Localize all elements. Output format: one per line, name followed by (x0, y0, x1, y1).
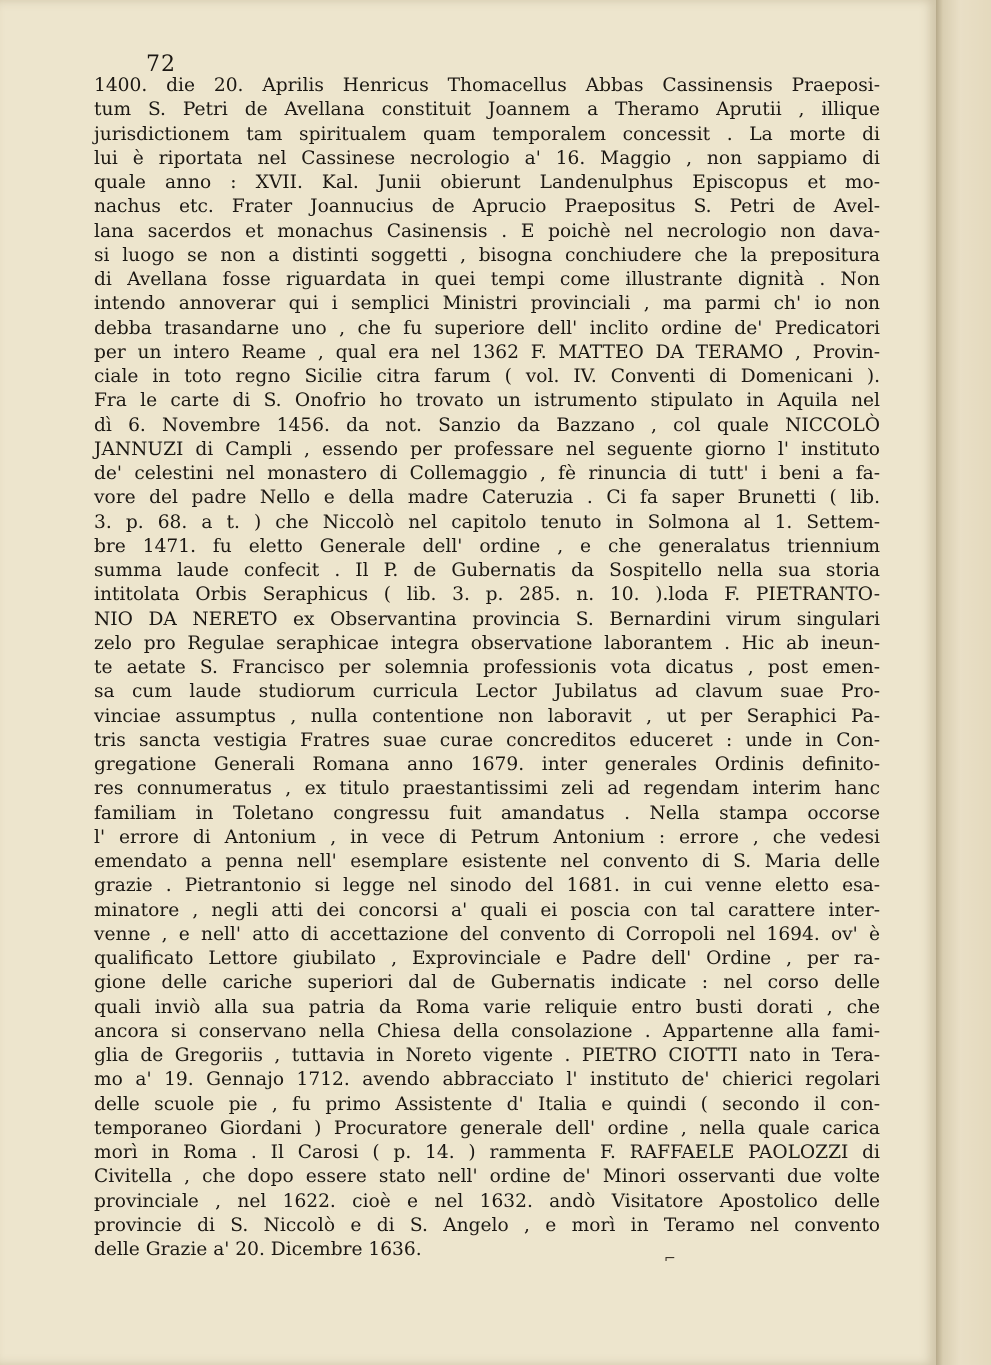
text-line: l' errore di Antonium , in vece di Petrum Antonium : errore , che vedesi (94, 826, 880, 848)
text-line: vinciae assumptus , nulla contentione non laboravit , ut per Seraphici Pa- (94, 705, 880, 727)
text-line: lui è riportata nel Cassinese necrologio a' 16. Maggio , non sappiamo di (94, 147, 880, 169)
text-line: jurisdictionem tam spiritualem quam temporalem concessit . La morte di (94, 123, 880, 145)
text-line: debba trasandarne uno , che fu superiore dell' inclito ordine de' Predicatori (94, 317, 880, 339)
text-line: intitolata Orbis Seraphicus ( lib. 3. p. 285. n. 10. ).loda F. PIETRANTO- (94, 584, 880, 606)
text-line: zelo pro Regulae seraphicae integra observatione laborantem . Hic ab ineun- (94, 632, 880, 654)
text-line: provinciale , nel 1622. cioè e nel 1632. andò Visitatore Apostolico delle (94, 1190, 880, 1212)
text-line: 3. p. 68. a t. ) che Niccolò nel capitolo tenuto in Solmona al 1. Settem- (94, 511, 880, 533)
text-line: tum S. Petri de Avellana constituit Joannem a Theramo Aprutii , illique (94, 99, 880, 121)
text-line: familiam in Toletano congressu fuit amandatus . Nella stampa occorse (94, 802, 880, 824)
text-line: summa laude confecit . Il P. de Gubernatis da Sospitello nella sua storia (94, 560, 880, 581)
text-line: mo a' 19. Gennajo 1712. avendo abbracciato l' instituto de' chierici regolari (94, 1069, 880, 1091)
text-line: bre 1471. fu eletto Generale dell' ordine , e che generalatus triennium (94, 535, 880, 557)
text-line: JANNUZI di Campli , essendo per professare nel seguente giorno l' instituto (94, 438, 880, 460)
text-line: di Avellana fosse riguardata in quei tempi come illustrante dignità . Non (94, 269, 880, 290)
text-line: emendato a penna nell' esemplare esistente nel convento di S. Maria delle (94, 851, 880, 872)
text-line: delle Grazie a' 20. Dicembre 1636. (94, 1239, 422, 1260)
text-line: Fra le carte di S. Onofrio ho trovato un istrumento stipulato in Aquila nel (94, 390, 880, 412)
text-line: intendo annoverar qui i semplici Ministri provinciali , ma parmi ch' io non (94, 293, 880, 315)
text-line: te aetate S. Francisco per solemnia professionis vota dicatus , post emen- (94, 657, 880, 678)
text-line: delle scuole pie , fu primo Assistente d' Italia e quindi ( secondo il con- (94, 1093, 880, 1115)
printer-mark: ⌐ (664, 1251, 676, 1267)
text-line: res connumeratus , ex titulo praestantissimi zeli ad regendam interim hanc (94, 778, 880, 800)
text-line: provincie di S. Niccolò e di S. Angelo , e morì in Teramo nel convento (94, 1214, 880, 1236)
text-line: lana sacerdos et monachus Casinensis . E poichè nel necrologio non dava- (94, 220, 880, 242)
text-line: ciale in toto regno Sicilie citra farum ( vol. IV. Conventi di Domenicani ). (94, 366, 880, 387)
text-line: glia de Gregoriis , tuttavia in Noreto vigente . PIETRO CIOTTI nato in Tera- (94, 1045, 880, 1066)
text-line: dì 6. Novembre 1456. da not. Sanzio da Bazzano , col quale NICCOLÒ (94, 414, 880, 436)
page-number: 72 (146, 52, 176, 77)
body-text (94, 74, 880, 1262)
text-line: gione delle cariche superiori dal de Gubernatis indicate : nel corso delle (94, 972, 880, 994)
text-line: de' celestini nel monastero di Collemaggio , fè rinuncia di tutt' i beni a fa- (94, 463, 880, 484)
text-line: temporaneo Giordani ) Procuratore generale dell' ordine , nella quale carica (94, 1117, 880, 1139)
book-spine-gutter (936, 0, 991, 1365)
text-line: tris sancta vestigia Fratres suae curae concreditos educeret : unde in Con- (94, 729, 880, 751)
text-line: per un intero Reame , qual era nel 1362 F. MATTEO DA TERAMO , Provin- (94, 341, 880, 363)
text-line: nachus etc. Frater Joannucius de Aprucio Praepositus S. Petri de Avel- (94, 196, 880, 218)
text-line: quale anno : XVII. Kal. Junii obierunt Landenulphus Episcopus et mo- (94, 172, 880, 193)
text-line: vore del padre Nello e della madre Cateruzia . Ci fa saper Brunetti ( lib. (94, 487, 880, 509)
text-line: grazie . Pietrantonio si legge nel sinodo del 1681. in cui venne eletto esa- (94, 875, 880, 897)
text-line: minatore , negli atti dei concorsi a' quali ei poscia con tal carattere inter- (94, 899, 880, 921)
text-line: si luogo se non a distinti soggetti , bisogna conchiudere che la prepositura (94, 244, 880, 266)
text-line: gregatione Generali Romana anno 1679. inter generales Ordinis definito- (94, 754, 880, 775)
text-line: NIO DA NERETO ex Observantina provincia S. Bernardini virum singulari (94, 608, 880, 630)
text-line: venne , e nell' atto di accettazione del convento di Corropoli nel 1694. ov' è (94, 923, 880, 945)
text-line: qualificato Lettore giubilato , Exprovinciale e Padre dell' Ordine , per ra- (94, 948, 880, 969)
text-line: Civitella , che dopo essere stato nell' ordine de' Minori osservanti due volte (94, 1166, 880, 1188)
text-line: sa cum laude studiorum curricula Lector Jubilatus ad clavum suae Pro- (94, 681, 880, 703)
text-line: morì in Roma . Il Carosi ( p. 14. ) rammenta F. RAFFAELE PAOLOZZI di (94, 1142, 880, 1163)
text-line: ancora si conservano nella Chiesa della consolazione . Appartenne alla fami- (94, 1020, 880, 1042)
text-line: 1400. die 20. Aprilis Henricus Thomacellus Abbas Cassinensis Praeposi- (94, 75, 880, 96)
text-line: quali inviò alla sua patria da Roma varie reliquie entro busti dorati , che (94, 996, 880, 1018)
